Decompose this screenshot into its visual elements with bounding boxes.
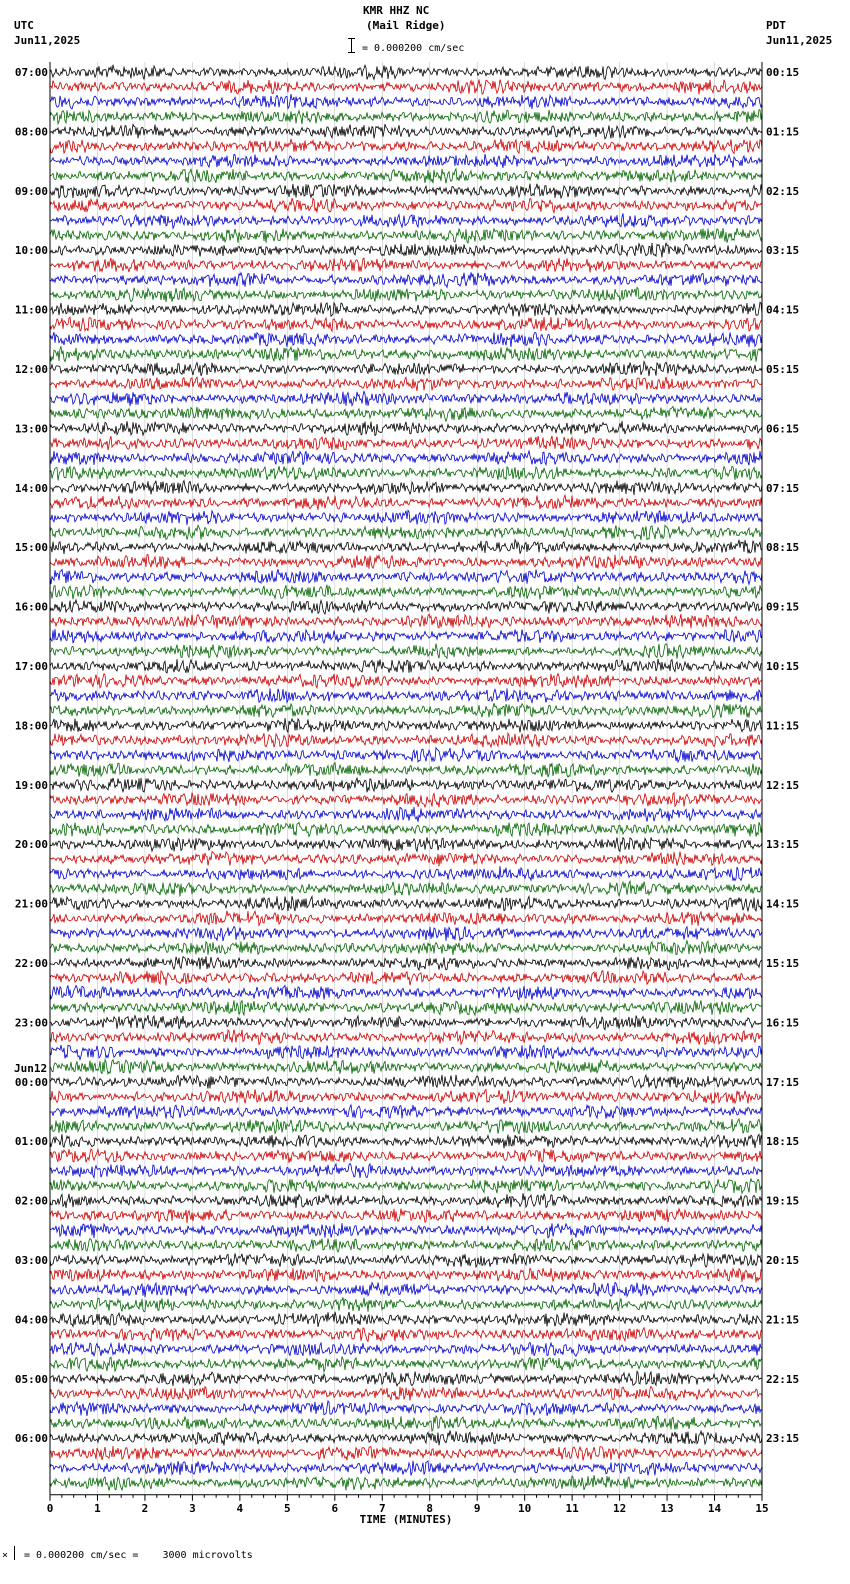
utc-hour-label: 09:00 [14,184,48,198]
x-tick-label: 6 [331,1501,339,1515]
seismic-trace [50,807,762,822]
seismic-trace [50,1209,762,1224]
seismic-trace [50,258,762,272]
seismic-trace [50,1223,762,1238]
pdt-hour-label: 16:15 [766,1016,800,1030]
x-tick-label: 12 [612,1501,627,1515]
seismic-trace [50,852,762,867]
seismic-trace [50,1312,762,1327]
seismic-trace [50,1239,762,1252]
pdt-hour-label: 14:15 [766,897,800,911]
scale-text: = 0.000200 cm/sec [362,43,465,54]
seismic-trace [50,272,762,287]
pdt-hour-label: 23:15 [766,1432,800,1446]
seismic-trace [50,1015,762,1030]
utc-hour-label: 11:00 [14,303,48,317]
seismic-trace [50,1119,762,1134]
seismic-trace [50,1357,762,1372]
seismic-trace [50,941,762,955]
seismic-trace [50,1179,762,1194]
x-tick-label: 5 [284,1501,291,1515]
seismic-trace [50,1089,762,1103]
seismic-trace [50,926,762,941]
utc-hour-label: 06:00 [14,1432,48,1446]
seismic-trace [50,1282,762,1297]
seismic-trace [50,198,762,213]
x-axis-label: TIME (MINUTES) [359,1512,453,1526]
seismic-trace [50,1253,762,1267]
pdt-hour-label: 13:15 [766,838,800,852]
utc-hour-label: 05:00 [14,1372,48,1386]
utc-hour-label: 04:00 [14,1313,48,1327]
seismic-trace [50,79,762,94]
seismic-trace [50,763,762,778]
seismic-trace [50,169,762,184]
seismic-trace [50,644,762,659]
x-tick-label: 7 [378,1501,386,1515]
pdt-hour-label: 21:15 [766,1313,800,1327]
seismic-trace [50,1401,762,1416]
utc-hour-label: 12:00 [14,363,48,376]
seismic-trace [50,65,762,80]
seismic-trace [50,287,762,302]
seismic-trace [50,347,762,362]
pdt-hour-label: 18:15 [766,1135,800,1149]
seismic-trace [50,985,762,999]
seismic-trace [50,1446,762,1460]
utc-hour-label: 01:00 [14,1135,48,1149]
footer-scale-note: = 0.000200 cm/sec = 3000 microvolts [24,1550,253,1561]
pdt-hour-label: 11:15 [766,719,800,733]
date-change-label: Jun12 [14,1061,48,1075]
pdt-hour-label: 15:15 [766,957,800,970]
seismic-trace [50,674,762,688]
utc-hour-label: 00:00 [14,1075,48,1089]
utc-hour-label: 14:00 [14,481,48,495]
utc-hour-label: 10:00 [14,244,48,258]
utc-hour-label: 17:00 [14,660,48,673]
seismic-trace [50,703,762,718]
seismic-trace [50,1193,762,1208]
seismic-trace [50,1148,762,1163]
seismic-trace [50,971,762,986]
seismic-trace [50,421,762,436]
seismic-trace [50,1461,762,1476]
utc-hour-label: 23:00 [14,1016,48,1030]
seismic-trace [50,911,762,926]
x-tick-label: 9 [473,1501,481,1515]
seismic-trace [50,1328,762,1342]
seismic-trace [50,184,762,198]
seismic-trace [50,866,762,881]
x-tick-label: 8 [426,1501,434,1515]
seismic-trace [50,778,762,792]
pdt-hour-label: 02:15 [766,184,800,198]
footer-arrow-icon: × [2,1550,9,1561]
seismic-trace [50,362,762,377]
seismic-trace [50,1475,762,1490]
seismic-trace [50,1000,762,1015]
seismic-trace [50,510,762,525]
seismic-trace [50,881,762,896]
seismic-trace [50,1386,762,1400]
seismic-trace [50,139,762,154]
pdt-hour-label: 04:15 [766,303,800,317]
x-tick-label: 15 [755,1501,769,1515]
seismic-trace [50,1105,762,1119]
utc-hour-label: 20:00 [14,838,48,852]
pdt-hour-label: 19:15 [766,1194,800,1208]
x-tick-label: 3 [189,1501,196,1515]
seismic-trace [50,629,762,643]
seismic-trace [50,243,762,258]
seismic-trace [50,718,762,732]
pdt-hour-label: 20:15 [766,1254,800,1267]
seismic-trace [50,436,762,450]
seismic-trace [50,495,762,510]
utc-hour-label: 21:00 [14,897,48,911]
x-tick-label: 2 [141,1501,149,1515]
x-tick-label: 10 [518,1501,532,1515]
left-timezone: UTC [14,19,34,32]
utc-hour-label: 13:00 [14,422,48,436]
seismic-trace [50,481,762,496]
left-date: Jun11,2025 [14,34,81,47]
x-tick-label: 11 [565,1501,579,1515]
utc-hour-label: 16:00 [14,600,48,614]
pdt-hour-label: 06:15 [766,422,800,436]
seismic-trace [50,1045,762,1060]
footer-scale-bar-icon [14,1546,15,1560]
seismic-trace [50,1297,762,1311]
seismic-trace [50,1416,762,1431]
utc-hour-label: 15:00 [14,541,48,555]
seismic-trace [50,1030,762,1045]
seismic-trace [50,317,762,331]
x-tick-label: 14 [707,1501,722,1515]
seismic-trace [50,1268,762,1282]
seismic-trace [50,1163,762,1178]
seismic-trace [50,1060,762,1074]
seismic-trace [50,614,762,628]
seismic-trace [50,466,762,480]
seismic-trace [50,406,762,421]
seismic-trace [50,585,762,600]
pdt-hour-label: 17:15 [766,1075,800,1089]
seismic-trace [50,110,762,125]
seismic-trace [50,377,762,391]
seismic-trace [50,569,762,584]
seismic-trace [50,793,762,808]
utc-hour-label: 18:00 [14,719,48,733]
seismic-trace [50,896,762,911]
pdt-hour-label: 01:15 [766,125,800,139]
seismic-trace [50,124,762,139]
pdt-hour-label: 22:15 [766,1372,800,1386]
utc-hour-label: 02:00 [14,1194,48,1208]
pdt-hour-label: 03:15 [766,244,800,258]
seismic-trace [50,748,762,762]
right-date: Jun11,2025 [766,34,833,47]
seismic-trace [50,1431,762,1446]
seismic-trace [50,451,762,465]
pdt-hour-label: 10:15 [766,660,800,673]
seismic-trace [50,94,762,109]
utc-hour-label: 03:00 [14,1254,48,1267]
pdt-hour-label: 05:15 [766,363,800,376]
seismic-trace [50,1075,762,1090]
seismic-trace [50,600,762,614]
seismic-trace [50,1342,762,1356]
seismic-trace [50,837,762,851]
pdt-hour-label: 08:15 [766,541,800,555]
x-tick-label: 0 [46,1501,54,1515]
right-timezone: PDT [766,19,786,32]
seismic-trace [50,555,762,569]
utc-hour-label: 22:00 [14,957,48,970]
seismic-trace [50,688,762,702]
seismic-trace [50,1134,762,1148]
seismic-trace [50,391,762,406]
station-title: KMR HHZ NC [363,4,430,17]
x-tick-label: 13 [660,1501,674,1515]
seismic-trace [50,956,762,970]
pdt-hour-label: 07:15 [766,481,800,495]
utc-hour-label: 07:00 [14,66,48,79]
seismic-trace [50,302,762,316]
seismic-trace [50,733,762,747]
x-tick-label: 4 [236,1501,244,1515]
seismic-trace [50,525,762,540]
station-subtitle: (Mail Ridge) [366,19,446,32]
seismic-trace [50,1371,762,1386]
seismic-trace [50,213,762,228]
seismic-trace [50,822,762,836]
utc-hour-label: 19:00 [14,778,48,792]
seismic-trace [50,659,762,673]
seismic-trace [50,228,762,243]
seismic-trace [50,540,762,554]
x-tick-label: 1 [94,1501,101,1515]
pdt-hour-label: 00:15 [766,66,800,79]
seismic-trace [50,154,762,168]
utc-hour-label: 08:00 [14,125,48,139]
seismic-trace [50,332,762,347]
pdt-hour-label: 12:15 [766,778,800,792]
pdt-hour-label: 09:15 [766,600,800,614]
